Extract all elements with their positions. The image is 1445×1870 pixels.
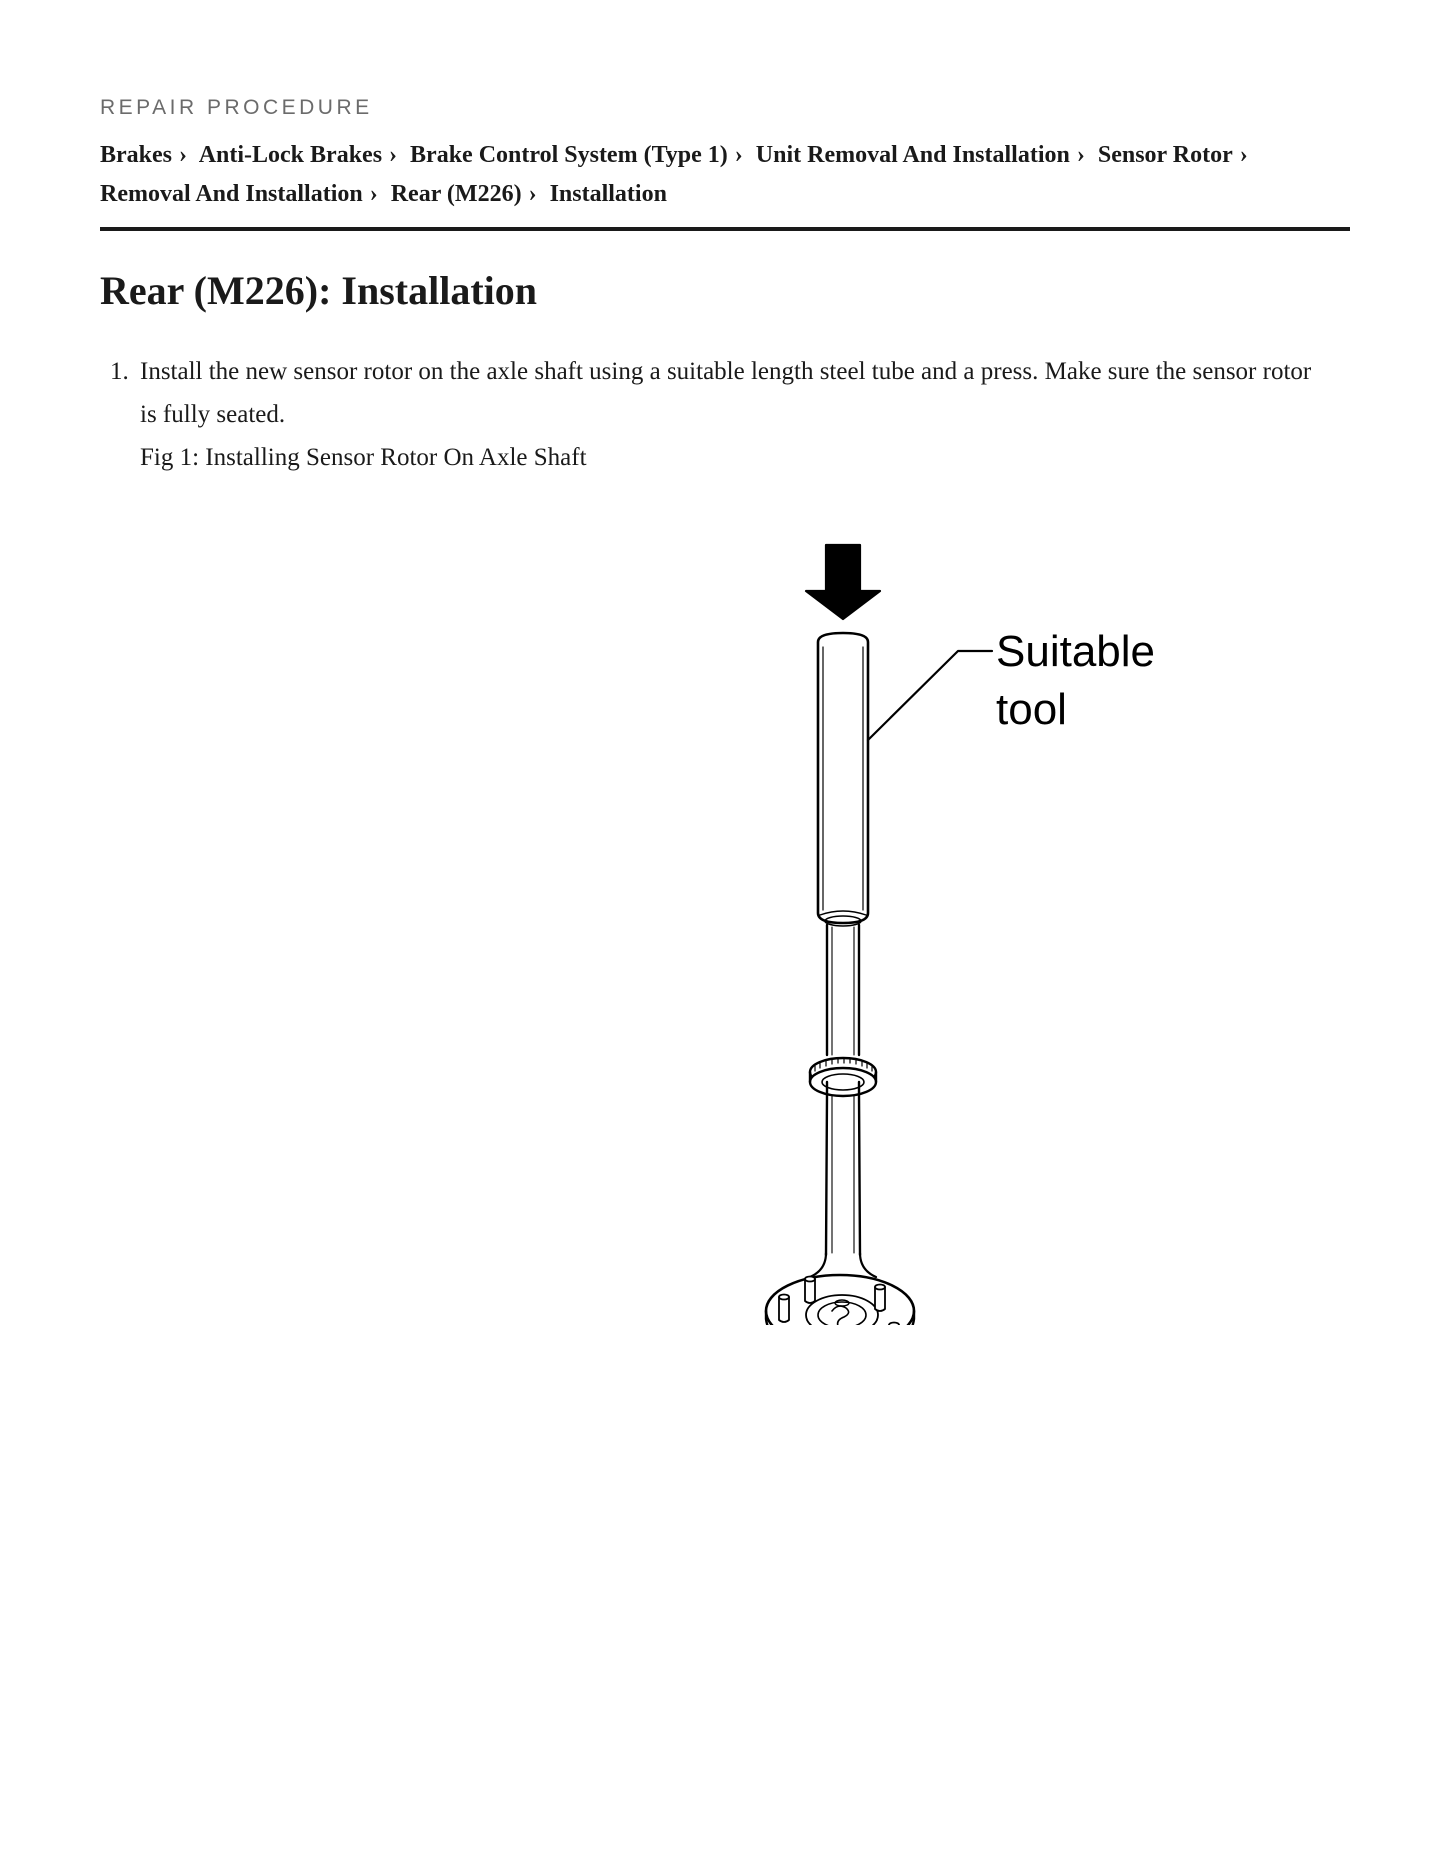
breadcrumb: [100, 136, 1350, 214]
header-divider: [100, 227, 1350, 231]
breadcrumb-separator: ›: [389, 142, 398, 168]
breadcrumb-item-rear-m226[interactable]: Rear (M226): [390, 181, 522, 207]
step-number: 1.: [110, 358, 129, 385]
shaft-flare: [810, 1253, 876, 1277]
step-text: Install the new sensor rotor on the axle shaft using a suitable length steel tube and a press. Make sure the sensor rotor is fully seated.: [140, 358, 1312, 428]
procedure-step: [100, 350, 1330, 479]
procedure-steps: [100, 350, 1330, 479]
breadcrumb-separator: ›: [1239, 142, 1248, 168]
breadcrumb-separator: ›: [369, 181, 378, 207]
breadcrumb-item-removal-and-installation[interactable]: Removal And Installation: [100, 181, 363, 207]
sensor-rotor-icon: [810, 1058, 876, 1096]
breadcrumb-separator: ›: [179, 142, 187, 168]
breadcrumb-item-brakes[interactable]: Brakes: [100, 142, 172, 168]
section-eyebrow: REPAIR PROCEDURE: [100, 96, 373, 119]
figure-sensor-rotor-installation: [660, 535, 1180, 1325]
breadcrumb-separator: ›: [1076, 142, 1085, 168]
breadcrumb-item-unit-removal[interactable]: Unit Removal And Installation: [755, 142, 1070, 168]
installation-illustration: [660, 535, 1180, 1325]
breadcrumb-item-brake-control-system[interactable]: Brake Control System (Type 1): [410, 142, 728, 168]
axle-shaft-icon: [826, 923, 860, 1325]
figure-caption: Fig 1: Installing Sensor Rotor On Axle Shaft: [140, 444, 587, 471]
page-title: Rear (M226): Installation: [100, 268, 537, 313]
breadcrumb-separator: ›: [734, 142, 743, 168]
breadcrumb-item-sensor-rotor[interactable]: Sensor Rotor: [1097, 142, 1233, 168]
steel-tube-icon: [818, 633, 868, 926]
breadcrumb-item-anti-lock-brakes[interactable]: Anti-Lock Brakes: [198, 142, 383, 168]
breadcrumb-separator: ›: [528, 181, 537, 207]
callout-leader-line: [868, 651, 992, 740]
press-arrow-icon: [806, 545, 880, 619]
callout-label-line1: Suitable: [996, 627, 1156, 676]
breadcrumb-item-installation: Installation: [549, 181, 667, 207]
callout-label-line2: tool: [996, 685, 1067, 734]
